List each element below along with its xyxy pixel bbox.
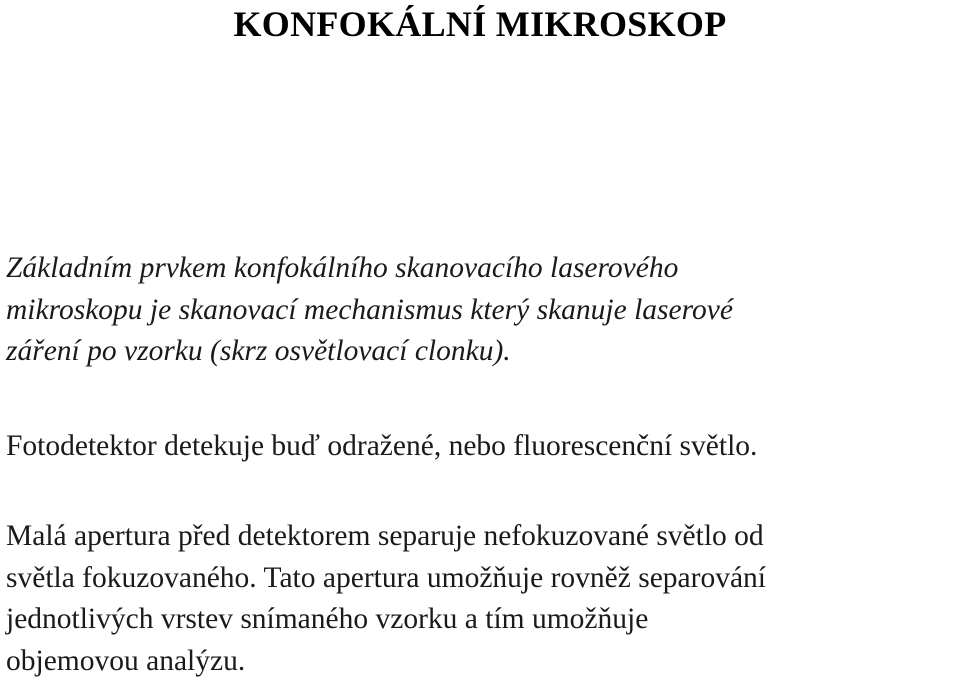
paragraph-scanning-mechanism bbox=[6, 248, 954, 373]
paragraph-line: jednotlivých vrstev snímaného vzorku a tím umožňuje bbox=[6, 603, 649, 635]
paragraph-line: Základním prvkem konfokálního skanovacího laserového bbox=[6, 252, 679, 284]
page-title: KONFOKÁLNÍ MIKROSKOP bbox=[233, 4, 727, 44]
paragraph-line: Malá apertura před detektorem separuje nefokuzované světlo od bbox=[6, 520, 764, 552]
paragraph-aperture bbox=[6, 516, 954, 682]
paragraph-photodetector bbox=[6, 426, 954, 468]
paragraph-line: objemovou analýzu. bbox=[6, 644, 246, 677]
paragraph-line: mikroskopu je skanovací mechanismus který skanuje laserové bbox=[6, 293, 733, 326]
paragraph-line: světla fokuzovaného. Tato apertura umožňuje rovněž separování bbox=[6, 561, 766, 594]
paragraph-line: Fotodetektor detekuje buď odražené, nebo fluorescenční světlo. bbox=[6, 430, 758, 462]
paragraph-line: záření po vzorku (skrz osvětlovací clonku). bbox=[6, 335, 511, 367]
